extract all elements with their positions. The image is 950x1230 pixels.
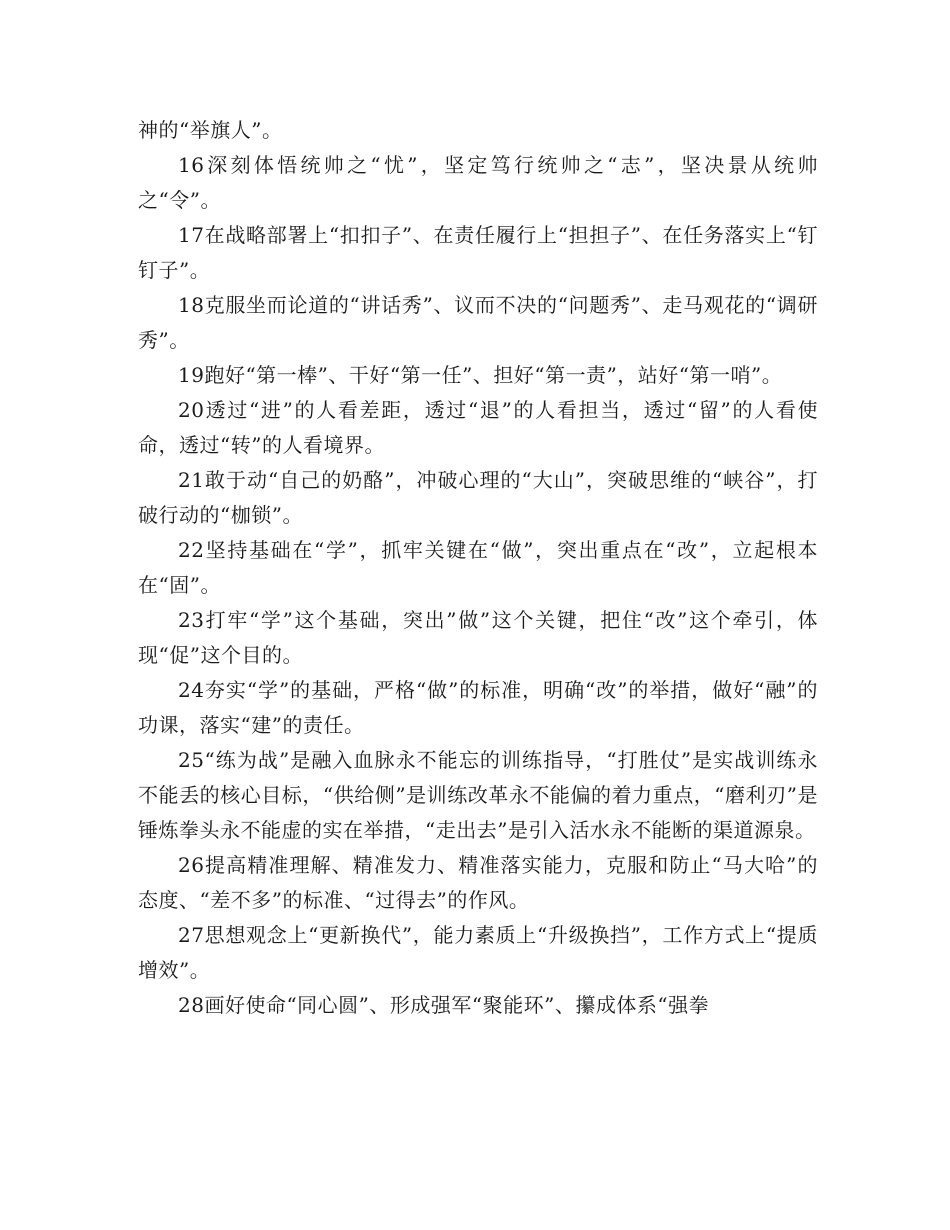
paragraph-25: 25“练为战”是融入血脉永不能忘的训练指导，“打胜仗”是实战训练永不能丢的核心目标，“供给侧”是训练改革永不能偏的着力重点，“磨利刃”是锤炼拳头永不能虚的实在举措，“走出去”是引入活水永不能断的渠道源泉。 [138, 748, 818, 842]
paragraph-28: 28画好使命“同心圆”、形成强军“聚能环”、攥成体系“强拳 [178, 993, 710, 1017]
paragraph-18: 18克服坐而论道的“讲话秀”、议而不决的“问题秀”、走马观花的“调研秀”。 [138, 293, 818, 352]
paragraph-19: 19跑好“第一棒”、干好“第一任”、担好“第一责”，站好“第一哨”。 [178, 363, 783, 387]
paragraph-24: 24夯实“学”的基础，严格“做”的标准，明确“改”的举措，做好“融”的功课，落实“建”的责任。 [138, 678, 818, 737]
paragraph-27: 27思想观念上“更新换代”，能力素质上“升级换挡”，工作方式上“提质增效”。 [138, 923, 818, 982]
paragraph-22: 22坚持基础在“学”，抓牢关键在“做”，突出重点在“改”，立起根本在“固”。 [138, 538, 818, 597]
paragraph-continuation: 神的“举旗人”。 [138, 118, 283, 142]
paragraph-20: 20透过“进”的人看差距，透过“退”的人看担当，透过“留”的人看使命，透过“转”的人看境界。 [138, 398, 818, 457]
paragraph-17: 17在战略部署上“扣扣子”、在责任履行上“担担子”、在任务落实上“钉钉子”。 [138, 223, 818, 282]
document-body [138, 113, 818, 1023]
paragraph-21: 21敢于动“自己的奶酪”，冲破心理的“大山”，突破思维的“峡谷”，打破行动的“枷锁”。 [138, 468, 818, 527]
paragraph-16: 16深刻体悟统帅之“忧”，坚定笃行统帅之“志”，坚决景从统帅之“令”。 [138, 153, 818, 212]
paragraph-26: 26提高精准理解、精准发力、精准落实能力，克服和防止“马大哈”的态度、“差不多”的标准、“过得去”的作风。 [138, 853, 818, 912]
paragraph-23: 23打牢“学”这个基础，突出”做”这个关键，把住“改”这个牵引，体现“促”这个目的。 [138, 608, 818, 667]
